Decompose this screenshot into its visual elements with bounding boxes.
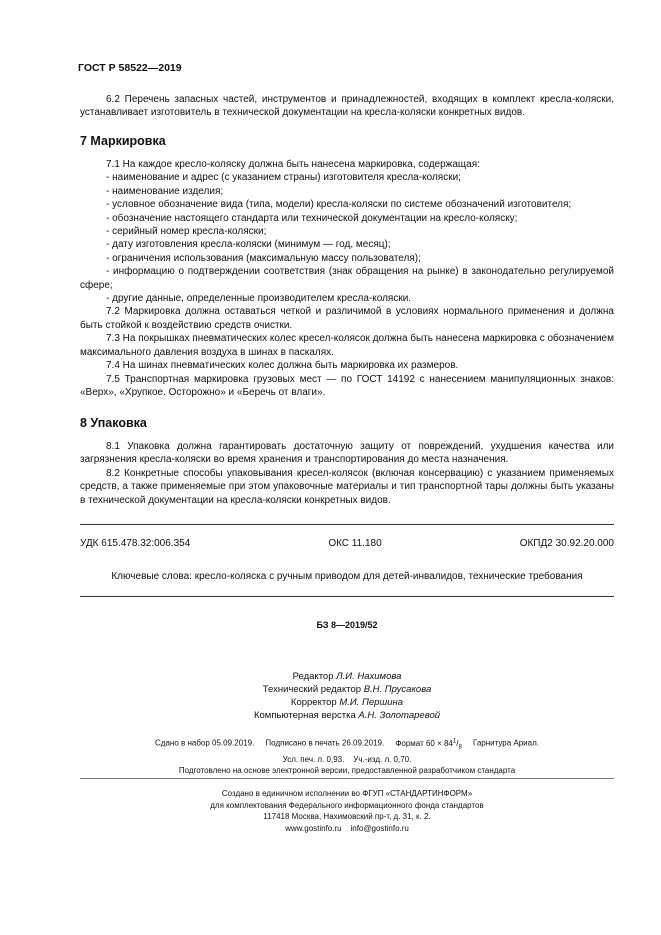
print-info [80, 736, 614, 777]
divider [80, 596, 614, 597]
publisher-address: 117418 Москва, Нахимовский пр-т, д. 31, к. 2. [263, 812, 431, 821]
bz-number: БЗ 8—2019/52 [316, 620, 378, 630]
publisher-contacts [80, 823, 614, 835]
section-7-text [80, 158, 614, 399]
oks-code: ОКС 11.180 [328, 538, 382, 549]
okpd-code: ОКПД2 30.92.20.000 [519, 538, 614, 549]
paragraph-8-1: 8.1 Упаковка должна гарантировать достаточную защиту от повреждений, ухудшения качества или загрязнения кресла-коляски во время хранения и транспортирования до места назначения. [80, 441, 614, 466]
publisher-line-2: для комплектования Федерального информационного фонда стандартов [210, 800, 484, 810]
section-7-title: 7 Маркировка [80, 134, 166, 148]
list-item: - ограничения использования (максимальную массу пользователя); [106, 252, 421, 264]
list-item: - обозначение настоящего стандарта или технической документации на кресло-коляску; [106, 212, 518, 224]
publisher-line-1: Создано в единичном исполнении во ФГУП «СТАНДАРТИНФОРМ» [221, 789, 473, 798]
udk-code: УДК 615.478.32:006.354 [80, 538, 191, 549]
document-header: ГОСТ Р 58522—2019 [78, 62, 182, 74]
publisher-info [80, 788, 614, 834]
section-6-text [80, 93, 614, 120]
paragraph-7-1: 7.1 На каждое кресло-коляску должна быть нанесена маркировка, содержащая: [106, 159, 480, 170]
corrector-line: Корректор М.И. Першина [290, 697, 404, 708]
paragraph-8-2: 8.2 Конкретные способы упаковывания кресел-колясок (включая консервацию) с указанием применяемых средств, а также применяемые при этом упаковочные материалы и тип транспортной тары должны быть указаны в технической документации на кресла-коляски конкретных видов. [80, 467, 614, 506]
email-link[interactable]: info@gostinfo.ru [350, 823, 409, 833]
list-item: - условное обозначение вида (типа, модели) кресла-коляски по системе обозначений изготовителя; [106, 199, 572, 211]
section-8-title: 8 Упаковка [80, 416, 147, 430]
tech-editor-line: Технический редактор В.Н. Прусакова [262, 684, 432, 695]
list-item: - информацию о подтверждении соответствия (знак обращения на рынке) в законодательно регулируемой сфере; [80, 266, 614, 291]
list-item: - серийный номер кресла-коляски; [106, 226, 267, 238]
editorial-staff [80, 670, 614, 722]
paragraph-6-2: 6.2 Перечень запасных частей, инструментов и принадлежностей, входящих в комплект кресла-коляски, устанавливает изготовитель в технической документации на кресла-коляски конкретных видов. [80, 94, 614, 119]
section-8-text [80, 440, 614, 507]
list-item: - другие данные, определенные производителем кресла-коляски. [106, 293, 412, 305]
print-line-2: Усл. печ. л. 0,93. Уч.-изд. л. 0,70. [282, 754, 412, 764]
print-line-3: Подготовлено на основе электронной версии, предоставленной разработчиком стандарта [178, 766, 516, 776]
paragraph-7-4: 7.4 На шинах пневматических колес должна быть маркировка их размеров. [106, 360, 459, 372]
divider [80, 778, 614, 779]
website-link[interactable]: www.gostinfo.ru [285, 823, 342, 833]
list-item: - наименование и адрес (с указанием страны) изготовителя кресла-коляски; [106, 172, 461, 184]
print-line-1: Сдано в набор 05.09.2019. Подписано в печать 26.09.2019. Формат $60 \times 84^1/_8$ Гарнитура Ариал. [155, 738, 539, 751]
classification-codes [80, 538, 614, 549]
layout-line: Компьютерная верстка А.Н. Золотаревой [253, 710, 441, 721]
list-item: - наименование изделия; [106, 185, 224, 197]
editor-line: Редактор Л.И. Нахимова [292, 671, 402, 682]
keywords: Ключевые слова: кресло-коляска с ручным приводом для детей-инвалидов, технические требования [111, 571, 583, 582]
list-item: - дату изготовления кресла-коляски (минимум — год, месяц); [106, 239, 391, 251]
divider [80, 524, 614, 525]
paragraph-7-2: 7.2 Маркировка должна оставаться четкой и различимой в условиях нормального применения и должна быть стойкой к воздействию средств очистки. [80, 306, 614, 331]
paragraph-7-5: 7.5 Транспортная маркировка грузовых мест — по ГОСТ 14192 с нанесением манипуляционных знаков: «Верх», «Хрупкое. Осторожно» и «Беречь от влаги». [80, 373, 614, 398]
paragraph-7-3: 7.3 На покрышках пневматических колес кресел-колясок должна быть нанесена маркировка с обозначением максимального давления воздуха в шинах в паскалях. [80, 333, 614, 358]
